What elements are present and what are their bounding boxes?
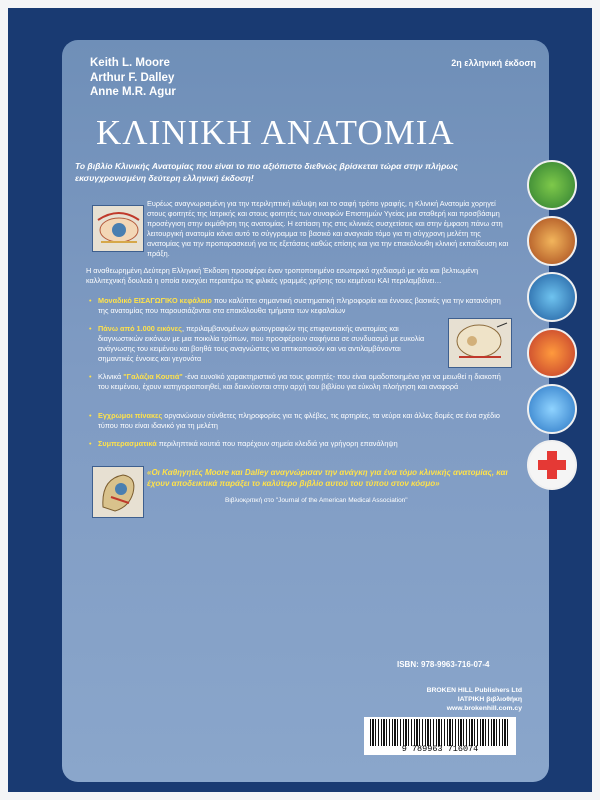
red-cross-icon xyxy=(527,440,577,490)
feature-bullet: • Μοναδικό ΕΙΣΑΓΩΓΙΚΟ κεφάλαιο που καλύπτει σημαντική συστηματική πληροφορία και έννοιες βασικές για την κατανόηση της ανατομίας που παρουσιάζονται στα επακόλουθα τμήματα των κεφαλαίων xyxy=(89,296,501,315)
feature-bullet: • Εγχρωμοι πίνακες οργανώνουν σύνθετες πληροφορίες για τις φλέβες, τις αρτηρίες, τα νεύρα και άλλες δομές σε ένα σχέδιο τύπου που είναι ιδανικό για τη μελέτη xyxy=(89,411,500,430)
stethoscope-icon xyxy=(527,272,577,322)
publisher-info xyxy=(298,686,522,713)
caduceus-icon xyxy=(527,384,577,434)
feature-bullet: • Πάνω από 1.000 εικόνες, περιλαμβανομένων φωτογραφιών της επιφανειακής ανατομίας και διαγνωστικών εικόνων με μια ποικιλία τρόπων, που προσφέρουν σαφήνεια σε συνδυασμό με ευκολία ανάγνωσης του κειμένου και βοηθά τους αναγνώστες να οπτικοποιούν και να αντιλαμβάνονται σημαντικές έννοιες και γεγονότα xyxy=(89,324,425,363)
skull-illustration xyxy=(448,318,512,368)
barcode-number: 9 789963 716074 xyxy=(401,744,479,754)
barcode xyxy=(364,717,516,755)
author-list xyxy=(90,56,176,100)
dna-icon xyxy=(527,328,577,378)
vitruvian-man-icon xyxy=(527,216,577,266)
book-title: ΚΛΙΝΙΚΗ ΑΝΑΤΟΜΙΑ xyxy=(96,113,455,152)
author-name: Keith L. Moore xyxy=(90,57,170,69)
isbn-label: ISBN: 978-9963-716-07-4 xyxy=(397,660,490,669)
lead-paragraph: Το βιβλίο Κλινικής Ανατομίας που είναι το πιο αξιόπιστο διεθνώς βρίσκεται τώρα στην πλήρως εκσυγχρονισμένη δεύτερη ελληνική έκδοση! xyxy=(75,161,458,183)
eye-illustration xyxy=(92,205,144,252)
publisher-library: ΙΑΤΡΙΚΗ βιβλιοθήκη xyxy=(457,696,522,703)
green-medical-icon xyxy=(527,160,577,210)
anatomy-illustration xyxy=(92,466,144,518)
author-name: Arthur F. Dalley xyxy=(90,71,175,84)
feature-bullet: • Συμπερασματικά περιληπτικά κουτιά που παρέχουν σημεία κλειδιά για γρήγορη επανάληψη xyxy=(89,439,398,448)
author-name: Anne M.R. Agur xyxy=(90,86,176,98)
barcode-bars xyxy=(370,719,510,746)
intro-paragraph: Ευρέως αναγνωρισμένη για την περιληπτική κάλυψη και το σαφή τρόπο γραφής, η Κλινική Ανατομία χορηγεί στους φοιτητές της Ιατρικής και στους φοιτητές των συναφών Επιστημών Υγείας μια σταθερή και προσβάσιμη προσέγγιση στην εκμάθηση της ανατομίας. Η εστίαση της στις κλινικές συσχετίσεις και στην έμφαση πάνω στη λειτουργική ανατομία κάνει αυτό το σύγγραμμα το βασικό και αναγκαίο τόμο για τη σύγχρονη μελέτη της ανατομίας για την προπαρασκευή για τις εξετάσεις καθώς επίσης και για την επακόλουθη κλινική εκπαίδευση και πράξη. xyxy=(147,199,509,258)
publisher-website: www.brokenhill.com.cy xyxy=(446,705,522,712)
publisher-name: BROKEN HILL Publishers Ltd xyxy=(426,687,522,694)
revised-edition-paragraph: Η αναθεωρημένη Δεύτερη Ελληνική Έκδοση προσφέρει έναν τροποποιημένο εσωτερικό σχεδιασμό με νέα και βελτιωμένη καλλιτεχνική δουλειά η οποία ενισχύει περαιτέρω τις φιλικές γραμμές χρήσης του κειμένου ΚΑΙ περιλαμβάνει… xyxy=(86,266,479,285)
review-quote: «Οι Καθηγητές Moore και Dalley αναγνώρισαν την ανάγκη για ένα τόμο κλινικής ανατομίας, και έχουν αποδεικτικά παράξει το καλύτερο βιβλίο αυτού του τύπου στον κόσμο» xyxy=(147,468,508,488)
feature-bullet: • Κλινικά "Γαλάζια Κουτιά" -ένα ευνοϊκό χαρακτηριστικό για τους φοιτητές- που είναι ομαδοποιημένα για να μειωθεί η διακοπή του κειμένου, έχουν κατηγοριοποιηθεί, και δεικνύονται στην αρχή του βιβλίου για εύκολη πλοήγηση και αναφορά xyxy=(89,372,501,391)
review-source: Βιβλιοκριτική στο "Journal of the American Medical Association" xyxy=(225,497,408,504)
edition-label: 2η ελληνική έκδοση xyxy=(451,58,536,68)
